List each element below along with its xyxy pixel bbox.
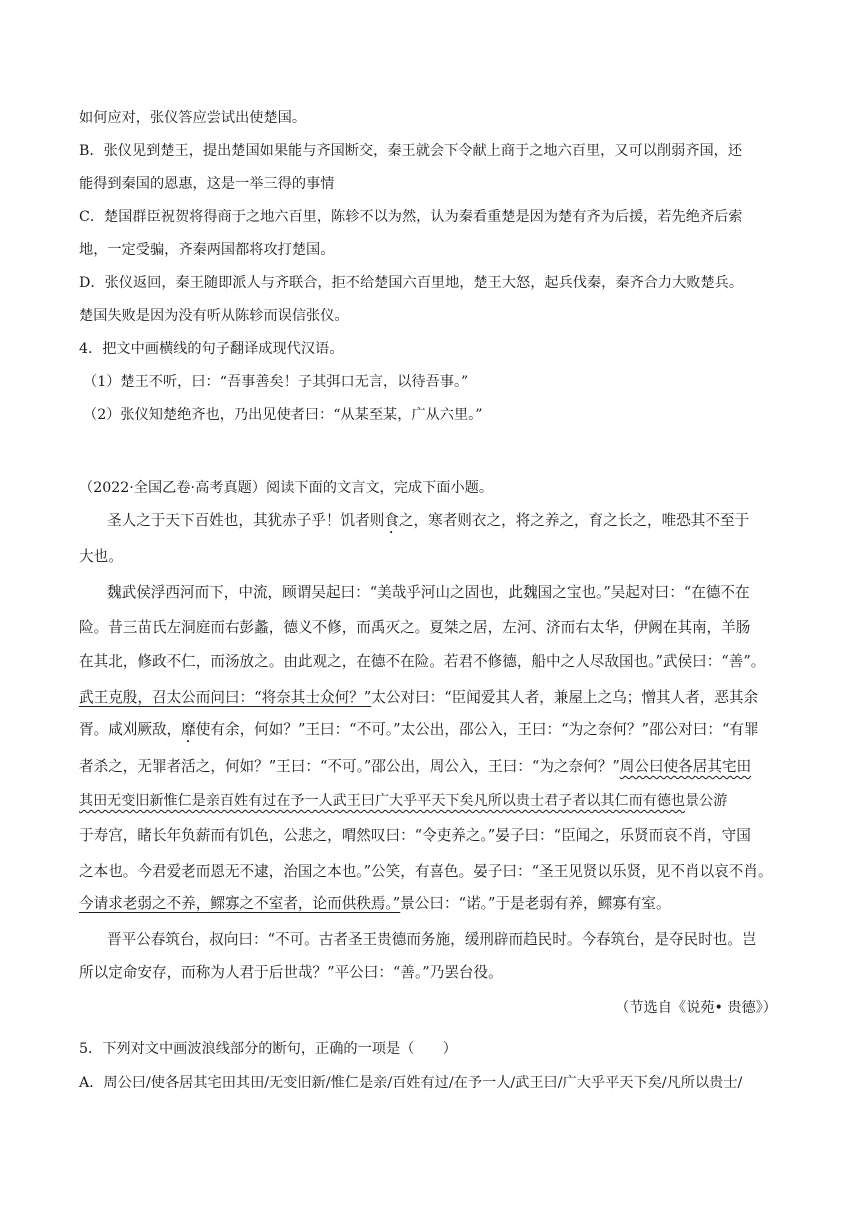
emphasis-dot-char: 食 — [384, 512, 399, 529]
option-a-tail: 如何应对，张仪答应尝试出使楚国。 — [79, 110, 307, 126]
passage-text: 圣人之于天下百姓也，其犹赤子乎！饥者则 — [107, 512, 385, 529]
question-4-sentence-2: （2）张仪知楚绝齐也，乃出见使者曰：“从某至某，广从六里。” — [83, 407, 483, 423]
passage-line — [79, 720, 759, 746]
question-4-stem: 4．把文中画横线的句子翻译成现代汉语。 — [79, 341, 344, 357]
passage-line — [79, 688, 758, 708]
passage-text: 胥。咸刈厥敌， — [79, 721, 182, 738]
question-5-stem: 5．下列对文中画波浪线部分的断句，正确的一项是（ ） — [79, 1041, 457, 1057]
passage-text: 者杀之，无罪者活之，何如？”王曰：“不可。”邵公出，周公入，王曰：“为之奈何？” — [79, 758, 620, 775]
option-c-line1: C．楚国群臣祝贺将得商于之地六百里，陈轸不以为然，认为秦看重楚是因为楚有齐为后援，若先绝齐后索 — [79, 209, 743, 225]
passage-line: 险。昔三苗氏左洞庭而右彭蠡，德义不修，而禹灭之。夏桀之居，左河、济而右太华，伊阙在其南，羊肠 — [79, 619, 751, 636]
passage-text: 景公曰：“诺。”于是老弱有养，鳏寡有室。 — [400, 895, 671, 912]
wavy-underlined-text: 其田无变旧新惟仁是亲百姓有过在予一人武王曰广大乎平天下矣凡所以贵士君子者以其仁而有德也 — [79, 793, 686, 809]
passage-text: 使有余，何如？”王曰：“不可。”太公出，邵公入，王曰：“为之奈何？”邵公对曰：“有罪 — [195, 721, 759, 738]
underlined-sentence: 今请求老弱之不养，鳏寡之不室者，论而供秩焉。” — [79, 895, 401, 912]
passage-source: （节选自《说苑• 贵德》） — [615, 1000, 777, 1016]
option-d-line2: 楚国失败是因为没有听从陈轸而误信张仪。 — [79, 308, 349, 324]
wavy-underlined-text: 周公曰使各居其宅田 — [619, 758, 752, 775]
section-intro: （2022·全国乙卷·高考真题）阅读下面的文言文，完成下面小题。 — [79, 480, 494, 496]
question-4-sentence-1: （1）楚王不听，曰：“吾事善矣！子其弭口无言，以待吾事。” — [83, 374, 469, 390]
passage-line — [107, 511, 749, 537]
passage-line: 魏武侯浮西河而下，中流，顾谓吴起曰：“美哉乎河山之固也，此魏国之宝也。”吴起对曰：“在德不在 — [107, 584, 750, 601]
passage-line — [79, 894, 671, 914]
option-b-line2: 能得到秦国的恩惠，这是一举三得的事情 — [79, 176, 335, 192]
underlined-sentence: 武王克殷，召太公而问曰：“将奈其士众何？” — [79, 689, 372, 706]
passage-line: 晋平公春筑台，叔向曰：“不可。古者圣王贵德而务施，缓刑辟而趋民时。今春筑台，是夺民时也。岂 — [107, 931, 757, 948]
option-c-line2: 地，一定受骗，齐秦两国都将攻打楚国。 — [79, 242, 335, 258]
passage-line — [79, 791, 727, 811]
question-5-option-a: A．周公曰/使各居其宅田其田/无变旧新/惟仁是亲/百姓有过/在予一人/武王曰/广大乎平天下矣/凡所以贵士/ — [79, 1075, 743, 1091]
passage-line: 在其北，修政不仁，而汤放之。由此观之，在德不在险。若君不修德，船中之人尽敌国也。”武侯曰：“善”。 — [79, 653, 766, 670]
passage-line: 之本也。今君爱老而恩无不逮，治国之本也。”公笑，有喜色。晏子曰：“圣王见贤以乐贤，见不肖以哀不肖。 — [79, 863, 773, 880]
passage-line: 所以定命安存，而称为人君于后世哉？”平公曰：“善。”乃罢台役。 — [79, 964, 503, 981]
passage-text: 之，寒者则衣之，将之养之，育之长之，唯恐其不至于 — [398, 512, 750, 529]
passage-text: 太公对曰：“臣闻爱其人者，兼屋上之乌；憎其人者，恶其余 — [371, 689, 759, 706]
passage-line: 大也。 — [79, 548, 123, 565]
option-d-line1: D．张仪返回，秦王随即派人与齐联合，拒不给楚国六百里地，楚王大怒，起兵伐秦，秦齐合力大败楚兵。 — [79, 275, 744, 291]
passage-line — [79, 757, 751, 777]
emphasis-dot-char: 靡 — [181, 721, 196, 738]
passage-line: 于寿宫，睹长年负薪而有饥色，公悲之，喟然叹曰：“令吏养之。”晏子曰：“臣闻之，乐贤而哀不肖，守国 — [79, 827, 751, 844]
option-b-line1: B．张仪见到楚王，提出楚国如果能与齐国断交，秦王就会下令献上商于之地六百里，又可以削弱齐国，还 — [79, 143, 743, 159]
passage-text: 景公游 — [685, 793, 728, 809]
